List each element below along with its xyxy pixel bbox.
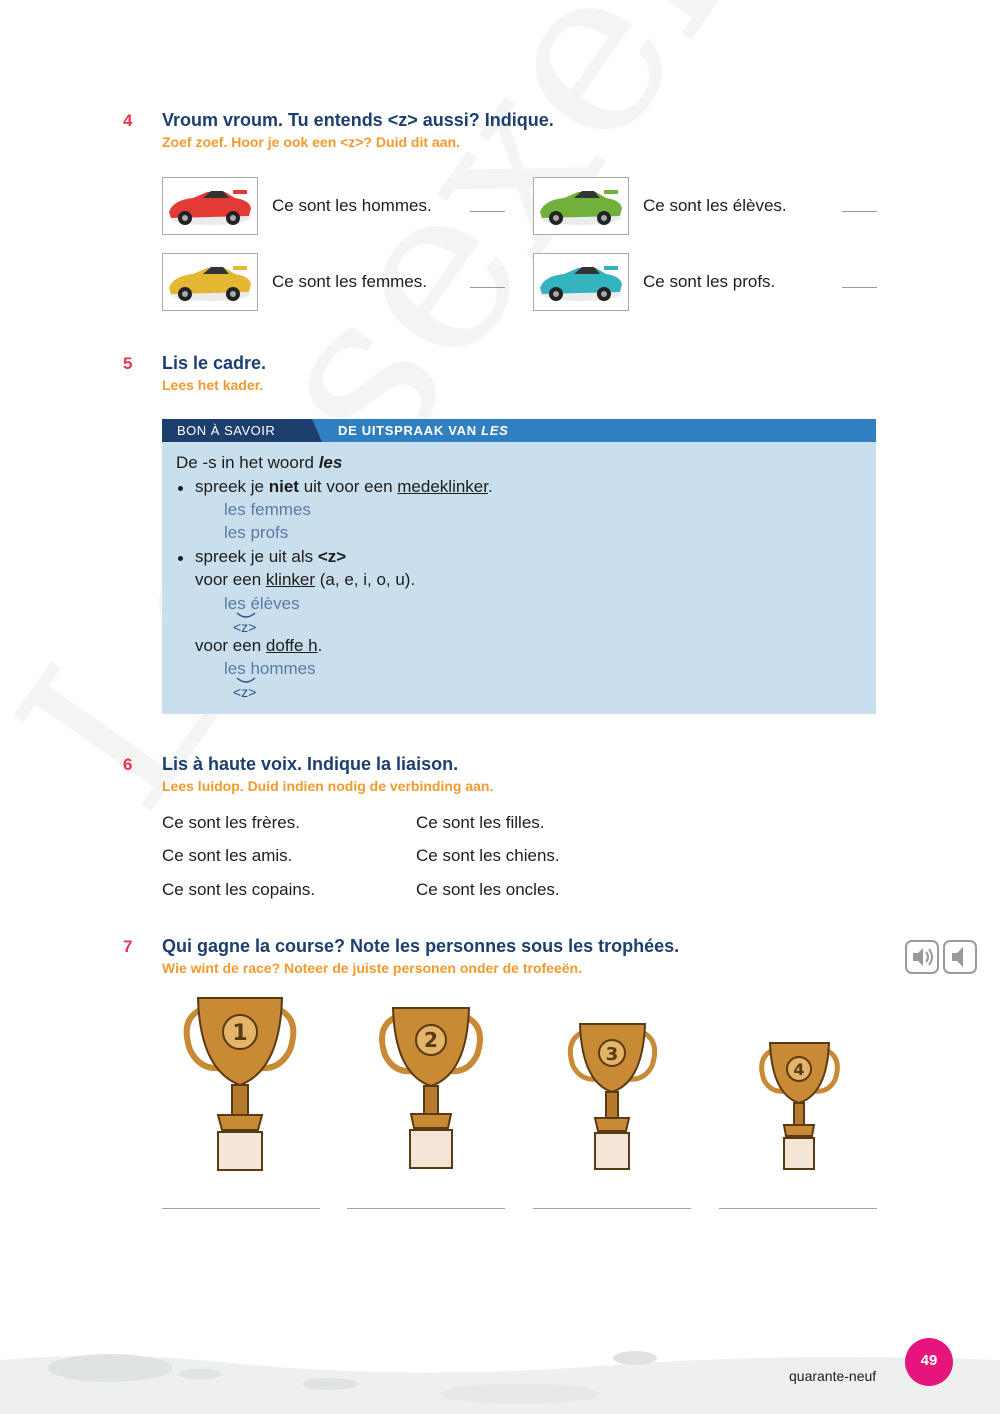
exercise-7-title: Qui gagne la course? Note les personnes sous les trophées. bbox=[162, 936, 680, 956]
answer-line-trophy-4[interactable] bbox=[719, 1208, 877, 1209]
info-box-tab-label: BON À SAVOIR bbox=[177, 423, 276, 438]
page-number-word: quarante-neuf bbox=[789, 1368, 877, 1384]
trophy-3-icon bbox=[565, 1018, 660, 1173]
speaker-icon bbox=[945, 942, 975, 972]
car-image-blue bbox=[533, 253, 629, 311]
trophy-1-label: 1 bbox=[232, 1021, 248, 1046]
exercise-6-subtitle: Lees luidop. Duid indien nodig de verbinding aan. bbox=[162, 778, 494, 794]
info-box bbox=[162, 419, 876, 714]
trophy-4-icon bbox=[757, 1038, 842, 1173]
info-bullet-1: spreek je niet uit voor een medeklinker. bbox=[195, 477, 493, 496]
answer-line-trophy-2[interactable] bbox=[347, 1208, 505, 1209]
car-icon bbox=[534, 254, 628, 310]
sentence-6-left-3: Ce sont les copains. bbox=[162, 880, 316, 899]
audio-play-button[interactable] bbox=[905, 940, 939, 974]
page-number: 49 bbox=[920, 1352, 938, 1369]
sentence-4c: Ce sont les femmes. bbox=[272, 272, 427, 291]
answer-line-4b[interactable] bbox=[842, 211, 877, 212]
exercise-4-subtitle: Zoef zoef. Hoor je ook een <z>? Duid dit aan. bbox=[162, 134, 460, 150]
car-icon bbox=[163, 178, 257, 234]
exercise-5-subtitle: Lees het kader. bbox=[162, 377, 264, 393]
info-bullet-2: spreek je uit als <z> bbox=[195, 547, 347, 566]
exercise-7-number: 7 bbox=[123, 937, 133, 956]
audio-slow-button[interactable] bbox=[943, 940, 977, 974]
trophy-3-label: 3 bbox=[605, 1044, 619, 1065]
sentence-4a: Ce sont les hommes. bbox=[272, 196, 432, 215]
car-image-yellow bbox=[162, 253, 258, 311]
example-les-femmes: les femmes bbox=[224, 500, 311, 519]
car-icon bbox=[163, 254, 257, 310]
exercise-4-title: Vroum vroum. Tu entends <z> aussi? Indique. bbox=[162, 110, 554, 130]
sentence-4d: Ce sont les profs. bbox=[643, 272, 776, 291]
example-les-eleves: les élèves bbox=[224, 594, 300, 613]
trophy-2-label: 2 bbox=[424, 1028, 438, 1052]
trophy-2-icon bbox=[376, 1000, 486, 1175]
exercise-6-title: Lis à haute voix. Indique la liaison. bbox=[162, 754, 459, 774]
info-intro: De -s in het woord les bbox=[176, 453, 343, 472]
exercise-7-subtitle: Wie wint de race? Noteer de juiste personen onder de trofeeën. bbox=[162, 960, 582, 976]
sentence-4b: Ce sont les élèves. bbox=[643, 196, 787, 215]
exercise-5-title: Lis le cadre. bbox=[162, 353, 267, 373]
sentence-6-right-1: Ce sont les filles. bbox=[416, 813, 545, 832]
sentence-6-left-2: Ce sont les amis. bbox=[162, 846, 293, 865]
exercise-5-number: 5 bbox=[123, 354, 133, 373]
sentence-6-right-2: Ce sont les chiens. bbox=[416, 846, 560, 865]
answer-line-4a[interactable] bbox=[470, 211, 505, 212]
info-box-header bbox=[162, 419, 876, 442]
trophy-4-label: 4 bbox=[793, 1060, 805, 1079]
answer-line-4d[interactable] bbox=[842, 287, 877, 288]
bullet-2 bbox=[178, 556, 183, 561]
info-bullet-2-line-3: voor een doffe h. bbox=[195, 636, 323, 655]
car-image-green bbox=[533, 177, 629, 235]
answer-line-4c[interactable] bbox=[470, 287, 505, 288]
example-les-hommes: les hommes bbox=[224, 659, 316, 678]
exercise-6-number: 6 bbox=[123, 755, 133, 774]
example-les-profs: les profs bbox=[224, 523, 289, 542]
exercise-4-number: 4 bbox=[123, 111, 133, 130]
sentence-6-left-1: Ce sont les frères. bbox=[162, 813, 300, 832]
bullet-1 bbox=[178, 486, 183, 491]
answer-line-trophy-1[interactable] bbox=[162, 1208, 320, 1209]
answer-line-trophy-3[interactable] bbox=[533, 1208, 691, 1209]
speaker-icon bbox=[907, 942, 937, 972]
info-bullet-2-line-2: voor een klinker (a, e, i, o, u). bbox=[195, 570, 416, 589]
car-image-red bbox=[162, 177, 258, 235]
z-marker-2: <z> bbox=[233, 684, 257, 700]
trophy-1-icon bbox=[180, 990, 300, 1175]
car-icon bbox=[534, 178, 628, 234]
info-box-heading: DE UITSPRAAK VAN LES bbox=[338, 423, 509, 438]
sentence-6-right-3: Ce sont les oncles. bbox=[416, 880, 560, 899]
z-marker-1: <z> bbox=[233, 619, 257, 635]
